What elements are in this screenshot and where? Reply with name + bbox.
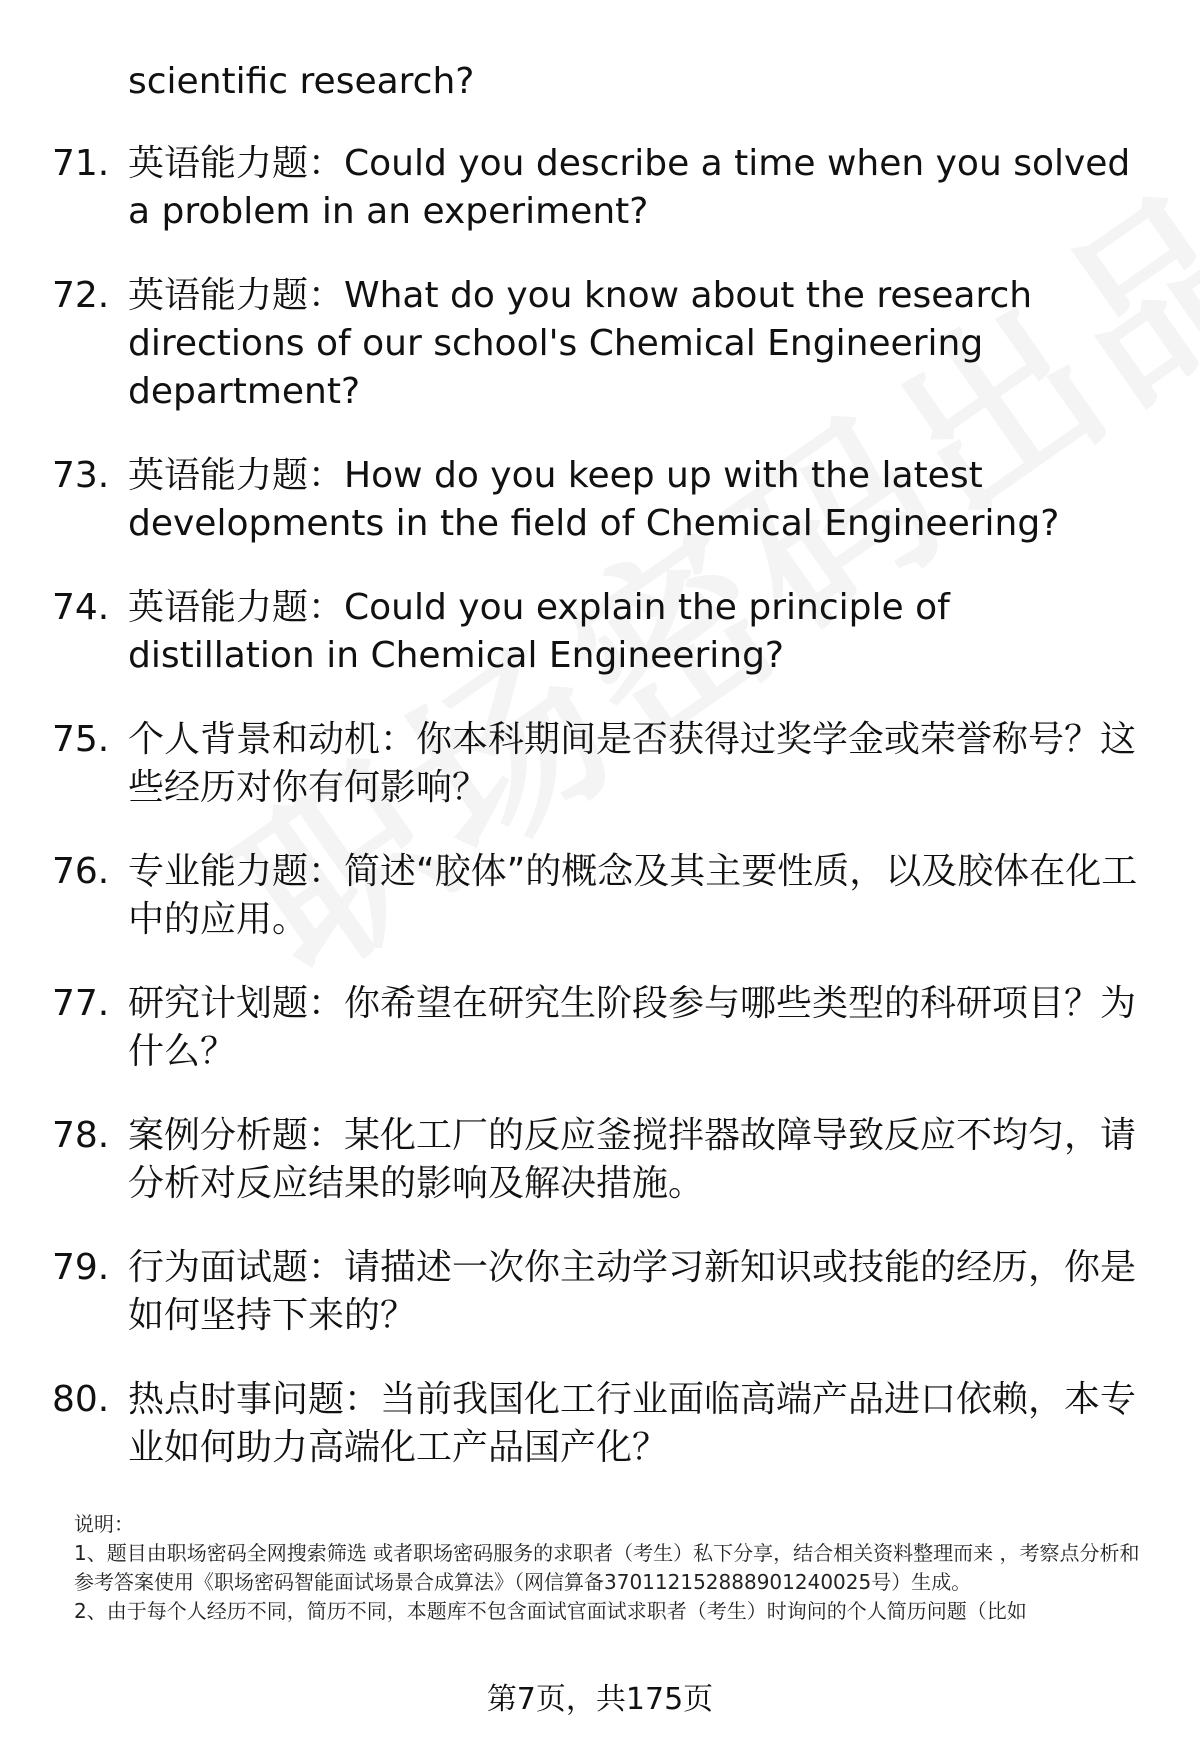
question-text: 研究计划题：你希望在研究生阶段参与哪些类型的科研项目？为什么？ [128, 983, 1137, 1072]
list-item [0, 1112, 1200, 1208]
list-item [0, 716, 1200, 812]
question-text: 案例分析题：某化工厂的反应釜搅拌器故障导致反应不均匀，请分析对反应结果的影响及解决措施。 [128, 1115, 1137, 1204]
question-text: 行为面试题：请描述一次你主动学习新知识或技能的经历，你是如何坚持下来的？ [128, 1247, 1137, 1336]
question-number: 77. [52, 983, 110, 1024]
question-number: 80. [52, 1379, 110, 1420]
question-number: 75. [52, 719, 110, 760]
question-number: 72. [52, 275, 110, 316]
list-item [0, 980, 1200, 1076]
question-number: 73. [52, 455, 110, 496]
list-item [0, 1244, 1200, 1340]
question-number: 76. [52, 851, 110, 892]
question-number: 74. [52, 587, 110, 628]
question-text: 英语能力题：Could you describe a time when you solved a problem in an experiment? [128, 143, 1131, 232]
notes-item-1: 1、题目由职场密码全网搜索筛选 或者职场密码服务的求职者（考生）私下分享，结合相关资料整理而来 ，考察点分析和参考答案使用《职场密码智能面试场景合成算法》（网信算备370112152888901240025号）生成。 [74, 1541, 1140, 1594]
list-item [0, 1376, 1200, 1472]
question-text: 英语能力题：What do you know about the research directions of our school's Chemical Engineering department? [128, 275, 1033, 412]
question-text: 英语能力题：How do you keep up with the latest developments in the field of Chemical Engineering? [128, 455, 1060, 544]
notes-heading: 说明： [74, 1512, 134, 1536]
page-footer [0, 1680, 1200, 1720]
notes-item-2: 2、由于每个人经历不同，简历不同，本题库不包含面试官面试求职者（考生）时询问的个人简历问题（比如 [74, 1599, 1027, 1623]
list-item [0, 272, 1200, 416]
notes-section [74, 1510, 1154, 1626]
question-number: 78. [52, 1115, 110, 1156]
list-item [0, 584, 1200, 680]
page-number: 第7页，共175页 [486, 1682, 714, 1717]
question-text: 个人背景和动机：你本科期间是否获得过奖学金或荣誉称号？这些经历对你有何影响？ [128, 719, 1137, 808]
question-list [0, 140, 1200, 1508]
continued-question-text: scientific research? [128, 61, 475, 102]
question-text: 热点时事问题：当前我国化工行业面临高端产品进口依赖，本专业如何助力高端化工产品国产化？ [128, 1379, 1137, 1468]
question-number: 71. [52, 143, 110, 184]
question-text: 英语能力题：Could you explain the principle of distillation in Chemical Engineering? [128, 587, 950, 676]
list-item [0, 140, 1200, 236]
list-item [0, 452, 1200, 548]
list-item [0, 848, 1200, 944]
question-number: 79. [52, 1247, 110, 1288]
question-text: 专业能力题：简述“胶体”的概念及其主要性质，以及胶体在化工中的应用。 [128, 851, 1138, 940]
